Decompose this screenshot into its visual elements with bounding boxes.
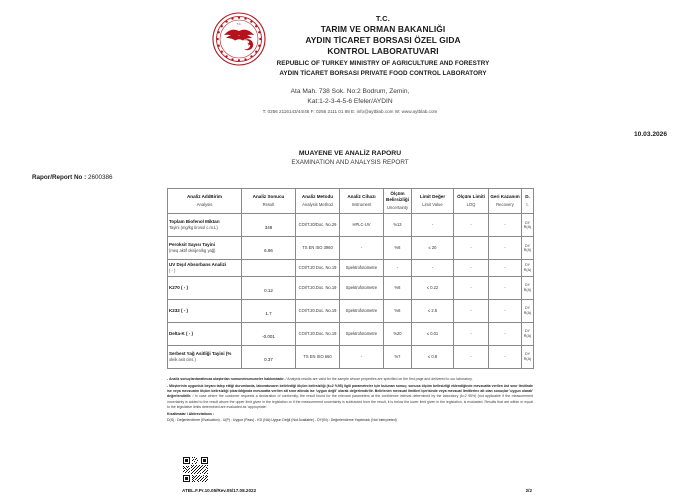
note-1-tr: - Analiz sonuçlarıtarafımıza ulaştırılan numune/numuneler hakkındadır. [167, 376, 285, 381]
col-limit [412, 189, 454, 214]
report-number-row [0, 174, 700, 181]
cell-method-text: COI/T.20 Doc. No.19 [298, 265, 337, 271]
address-line-1: Ata Mah. 738 Sok. No:2 Bodrum, Zemin, [290, 88, 410, 95]
footer-form-code: ATBL.F.Pr.10.05/Rev.05/17.08.2022 [182, 488, 257, 493]
cell-evaluation [522, 276, 534, 299]
cell-result-text: 0.12 [264, 287, 273, 293]
cell-instrument [340, 322, 384, 345]
cell-recovery [489, 299, 522, 322]
cell-loq [454, 299, 489, 322]
cell-instrument-text: HPLC-UV [352, 222, 371, 228]
col-result-en: Result [262, 201, 275, 207]
col-uncertainty [384, 189, 412, 214]
cell-method-text: COI/T.20.Doc. No.19 [298, 308, 337, 314]
cell-uncertainty-text: %13 [393, 222, 402, 228]
cell-limit-text: - [431, 222, 434, 228]
cell-recovery-text: - [504, 331, 506, 337]
col-method [296, 189, 340, 214]
evaluation-subcode: R(A) [523, 268, 532, 273]
note-1-en: / Analysis results are valid for the sample whose properties are specified on the first page and delivered to our laboratory. [285, 376, 473, 381]
cell-method [296, 214, 340, 237]
notes-block [167, 377, 533, 424]
document-footer [0, 456, 700, 493]
cell-method-text: TS EN ISO 3960 [302, 245, 333, 251]
evaluation-code: DY [525, 263, 530, 268]
cell-loq-text: - [470, 245, 472, 251]
cell-limit [412, 237, 454, 260]
cell-analysis-name [168, 214, 242, 237]
cell-analysis-name [168, 276, 242, 299]
cell-evaluation [522, 214, 534, 237]
cell-result-text: 6.96 [264, 248, 273, 254]
evaluation-subcode: R(A) [523, 310, 532, 315]
cell-limit [412, 322, 454, 345]
cell-result-text: 348 [264, 225, 273, 231]
cell-loq-text: - [470, 308, 472, 314]
cell-loq [454, 276, 489, 299]
col-result-tr: Analiz Sonucu [252, 194, 285, 200]
cell-result-text: 0.37 [264, 356, 273, 362]
cell-recovery [489, 237, 522, 260]
cell-uncertainty [384, 322, 412, 345]
note-2-tr: - Müşterinin uygunluk beyanı talep ettiği durumlarda, laboratuvarın belirlediği ölçüm belirsizliği (k=2 %95) ilgili parametreler için bulunan sonuç; sonuca ölçüm belirsizliği eklendiğinde mevzuatta verilen üst sınır limitinde ise veya mevzuatın ölçüm belirsizliği çıkarıldığında mevzuatta verilen alt sınır altında ise 'uygun değil' olarak değerlendirilir. Belirlenen mevzuat limitleri içerisinde veya mevzuat limitlerine ait olan sonuçlar 'uygun olarak' değerlendirilir. [167, 384, 533, 399]
analysis-name: Toplam Biofenol Miktarı [169, 219, 220, 225]
cell-method-text: COI/T.20/Doc. No.29 [298, 222, 337, 228]
cell-instrument-text: Spektrofotometre [345, 331, 378, 337]
results-table-wrapper [167, 188, 533, 369]
cell-recovery-text: - [504, 308, 506, 314]
cell-evaluation [522, 345, 534, 368]
cell-instrument [340, 299, 384, 322]
results-table [167, 188, 534, 369]
cell-instrument-text: Spektrofotometre [345, 308, 378, 314]
cell-loq [454, 237, 489, 260]
table-header-row [168, 189, 534, 214]
cell-method [296, 322, 340, 345]
footer-page-number: 2/2 [525, 488, 532, 493]
cell-limit-text: - [431, 265, 434, 271]
cell-instrument [340, 214, 384, 237]
cell-uncertainty-text: - [396, 265, 399, 271]
cell-limit [412, 345, 454, 368]
col-method-tr: Analiz Metodu [301, 194, 334, 200]
cell-result [242, 260, 296, 277]
cell-result-text: -0.001 [262, 333, 275, 339]
table-row [168, 322, 534, 345]
cell-result-text: 1.7 [265, 310, 272, 316]
cell-limit-text: ≤ 0.8 [427, 354, 438, 360]
cell-result [242, 299, 296, 322]
cell-limit [412, 299, 454, 322]
cell-limit-text: ≤ 20 [428, 245, 437, 251]
analysis-unit: (meq aktif oksijen/kg yağ) [169, 248, 216, 254]
report-title-tr: MUAYENE VE ANALİZ RAPORU [298, 150, 402, 157]
col-evaluation [522, 189, 534, 214]
abbreviations-body: D(S) : Değerlendirme (Evaluation) - U(P) : Uygun (Pass) - KD (NA):Uygun Değil (Not Available) - DY(IN) : Değerlendirme Yapılmadı (Not Interpreted) [167, 418, 397, 423]
cell-method-text: COI/T.20.Doc. No.19 [298, 285, 337, 291]
col-instrument-en: Instrument [351, 201, 372, 207]
cell-recovery [489, 345, 522, 368]
evaluation-code: DY [525, 306, 530, 311]
analysis-name: Delta-K ( - ) [169, 330, 193, 336]
cell-limit [412, 214, 454, 237]
cell-loq-text: - [470, 265, 472, 271]
cell-instrument-text: Spektrofotometre [345, 265, 378, 271]
cell-recovery-text: - [504, 285, 506, 291]
report-title-en: EXAMINATION AND ANALYSIS REPORT [291, 159, 409, 166]
address-line-2: Kat:1-2-3-4-5-6 Efeler/AYDIN [307, 97, 393, 105]
cell-method [296, 345, 340, 368]
cell-analysis-name [168, 299, 242, 322]
cell-recovery-text: - [504, 245, 506, 251]
cell-analysis-name [168, 345, 242, 368]
analysis-unit: oleik asit cins.) [169, 357, 196, 363]
cell-uncertainty-text: %7 [394, 354, 401, 360]
cell-loq [454, 260, 489, 277]
cell-method-text: TS EN ISO 660 [303, 354, 332, 360]
cell-analysis-name [168, 322, 242, 345]
col-instrument-tr: Analiz Cihazı [347, 194, 376, 200]
cell-instrument-text: - [360, 354, 363, 360]
col-method-en: Analysis Method [302, 201, 333, 207]
cell-recovery-text: - [504, 265, 506, 271]
table-row [168, 299, 534, 322]
cell-uncertainty [384, 260, 412, 277]
evaluation-code: DY [525, 243, 530, 248]
cell-evaluation [522, 299, 534, 322]
cell-result [242, 237, 296, 260]
cell-method [296, 299, 340, 322]
header-ministry: TARIM VE ORMAN BAKANLIĞI [320, 24, 446, 34]
evaluation-subcode: R(A) [523, 356, 532, 361]
col-recovery-tr: Geri Kazanım [490, 194, 520, 200]
col-limit-tr: Limit Değer [419, 194, 446, 200]
header-english-lab: AYDIN TİCARET BORSASI PRIVATE FOOD CONTROL LABORATORY [279, 69, 487, 77]
cell-uncertainty-text: %8 [394, 245, 401, 251]
analysis-name: Peroksit Sayısı Tayini [169, 242, 215, 248]
cell-method-text: COI/T.20.Doc. No.19 [298, 331, 337, 337]
analysis-unit: Tayini (mg/kg tirosol c.m.L) [169, 225, 218, 231]
cell-uncertainty [384, 299, 412, 322]
report-number-label: Rapor/Report No : [32, 174, 87, 181]
cell-result [242, 214, 296, 237]
cell-uncertainty [384, 345, 412, 368]
note-2 [167, 384, 533, 410]
evaluation-subcode: R(A) [523, 225, 532, 230]
cell-loq [454, 345, 489, 368]
col-instrument [340, 189, 384, 214]
table-row [168, 345, 534, 368]
col-analysis-tr: Analiz Adı/Birim [186, 194, 223, 200]
cell-limit [412, 260, 454, 277]
header-tc: T.C. [375, 14, 391, 23]
report-date: 10.03.2026 [633, 131, 667, 138]
turkish-republic-emblem-icon [211, 11, 267, 67]
table-row [168, 276, 534, 299]
col-limit-en: Limit Value [422, 201, 443, 207]
results-table-body [168, 214, 534, 369]
date-row [0, 123, 700, 141]
cell-method [296, 276, 340, 299]
cell-instrument [340, 237, 384, 260]
cell-uncertainty-text: %8 [394, 308, 401, 314]
cell-method [296, 237, 340, 260]
table-row [168, 214, 534, 237]
cell-recovery [489, 214, 522, 237]
header-lab-line3: KONTROL LABORATUVARI [327, 46, 439, 56]
evaluation-subcode: R(A) [523, 333, 532, 338]
cell-result [242, 322, 296, 345]
note-1 [167, 377, 533, 382]
contact-line: T: 0256 2116143/44/46 F: 0256 2111 01 88 E: info@aytblab.com W: www.aytblab.com [262, 109, 438, 114]
cell-instrument-text: - [360, 245, 363, 251]
evaluation-code: DY [525, 329, 530, 334]
cell-limit-text: ≤ 2.5 [427, 308, 438, 314]
cell-analysis-name [168, 237, 242, 260]
evaluation-subcode: R(A) [523, 287, 532, 292]
header-lab-line2: AYDIN TİCARET BORSASI ÖZEL GIDA [305, 35, 461, 45]
cell-limit-text: ≤ 0.01 [426, 331, 439, 337]
cell-loq-text: - [470, 222, 472, 228]
analysis-unit: ( - ) [169, 268, 176, 274]
cell-evaluation [522, 237, 534, 260]
cell-loq-text: - [470, 331, 472, 337]
col-result [242, 189, 296, 214]
cell-result [242, 276, 296, 299]
analysis-name: K270 ( - ) [169, 284, 189, 290]
cell-recovery [489, 322, 522, 345]
cell-loq-text: - [470, 285, 472, 291]
analysis-name: K232 ( - ) [169, 307, 189, 313]
cell-method [296, 260, 340, 277]
col-loq [454, 189, 489, 214]
cell-instrument [340, 276, 384, 299]
cell-uncertainty-text: %8 [394, 285, 401, 291]
cell-recovery [489, 276, 522, 299]
cell-limit [412, 276, 454, 299]
cell-recovery-text: - [504, 222, 506, 228]
table-row [168, 237, 534, 260]
document-header [0, 0, 700, 78]
cell-uncertainty [384, 276, 412, 299]
analysis-name: UV Dışıl Absorbans Analizi [169, 262, 227, 268]
cell-analysis-name [168, 260, 242, 277]
note-2-en: / In case where the customer requests a declaration of conformity, the result found for the relevant parameters at the confidence interval determined by the laboratory (k=2 95%) (not applicable if the measurement uncertainty is added to the result above the upper limit given in the legislation or if the measurement uncertainty is subtracted from the result, it is below the lower limit given in the legislation, is evaluated. Results that are within or equal to the legislative limits determined are evaluated as 'appropriate'. [167, 394, 533, 409]
cell-recovery-text: - [504, 354, 506, 360]
cell-limit-text: ≤ 0.22 [426, 285, 439, 291]
col-uncertainty-tr: Ölçüm Belirsizliği [386, 191, 409, 203]
report-number-value: 2600386 [87, 174, 113, 181]
cell-loq [454, 214, 489, 237]
evaluation-subcode: R(A) [523, 248, 532, 253]
col-analysis-en: Analysis [196, 201, 213, 207]
analysis-name: Serbest Yağ Asitliği Tayini (% [169, 351, 232, 357]
cell-uncertainty [384, 214, 412, 237]
report-title-block [0, 149, 700, 167]
cell-evaluation [522, 322, 534, 345]
evaluation-code: DY [525, 283, 530, 288]
col-loq-en: LOQ [466, 201, 476, 207]
cell-instrument [340, 345, 384, 368]
cell-recovery [489, 260, 522, 277]
col-evaluation-en: I. [526, 201, 529, 207]
col-evaluation-tr: D. [525, 194, 530, 200]
table-row [168, 260, 534, 277]
abbreviations-heading: Kısaltmalar / Abbreviations : [167, 412, 215, 417]
footer-line [0, 488, 700, 493]
col-analysis [168, 189, 242, 214]
qr-code-icon[interactable] [182, 456, 209, 483]
cell-result [242, 345, 296, 368]
col-recovery-en: Recovery [496, 201, 514, 207]
cell-uncertainty [384, 237, 412, 260]
col-uncertainty-en: Uncertainty [386, 204, 409, 210]
cell-loq [454, 322, 489, 345]
address-block [0, 87, 700, 116]
evaluation-code: DY [525, 352, 530, 357]
cell-uncertainty-text: %20 [393, 331, 402, 337]
cell-instrument [340, 260, 384, 277]
cell-evaluation [522, 260, 534, 277]
header-english-ministry: REPUBLIC OF TURKEY MINISTRY OF AGRICULTURE AND FORESTRY [276, 60, 490, 67]
svg-text:T.C.: T.C. [236, 23, 241, 27]
col-loq-tr: Ölçüm Limiti [457, 194, 485, 200]
evaluation-code: DY [525, 220, 530, 225]
cell-instrument-text: Spektrofotometre [345, 285, 378, 291]
col-recovery [489, 189, 522, 214]
cell-loq-text: - [470, 354, 472, 360]
